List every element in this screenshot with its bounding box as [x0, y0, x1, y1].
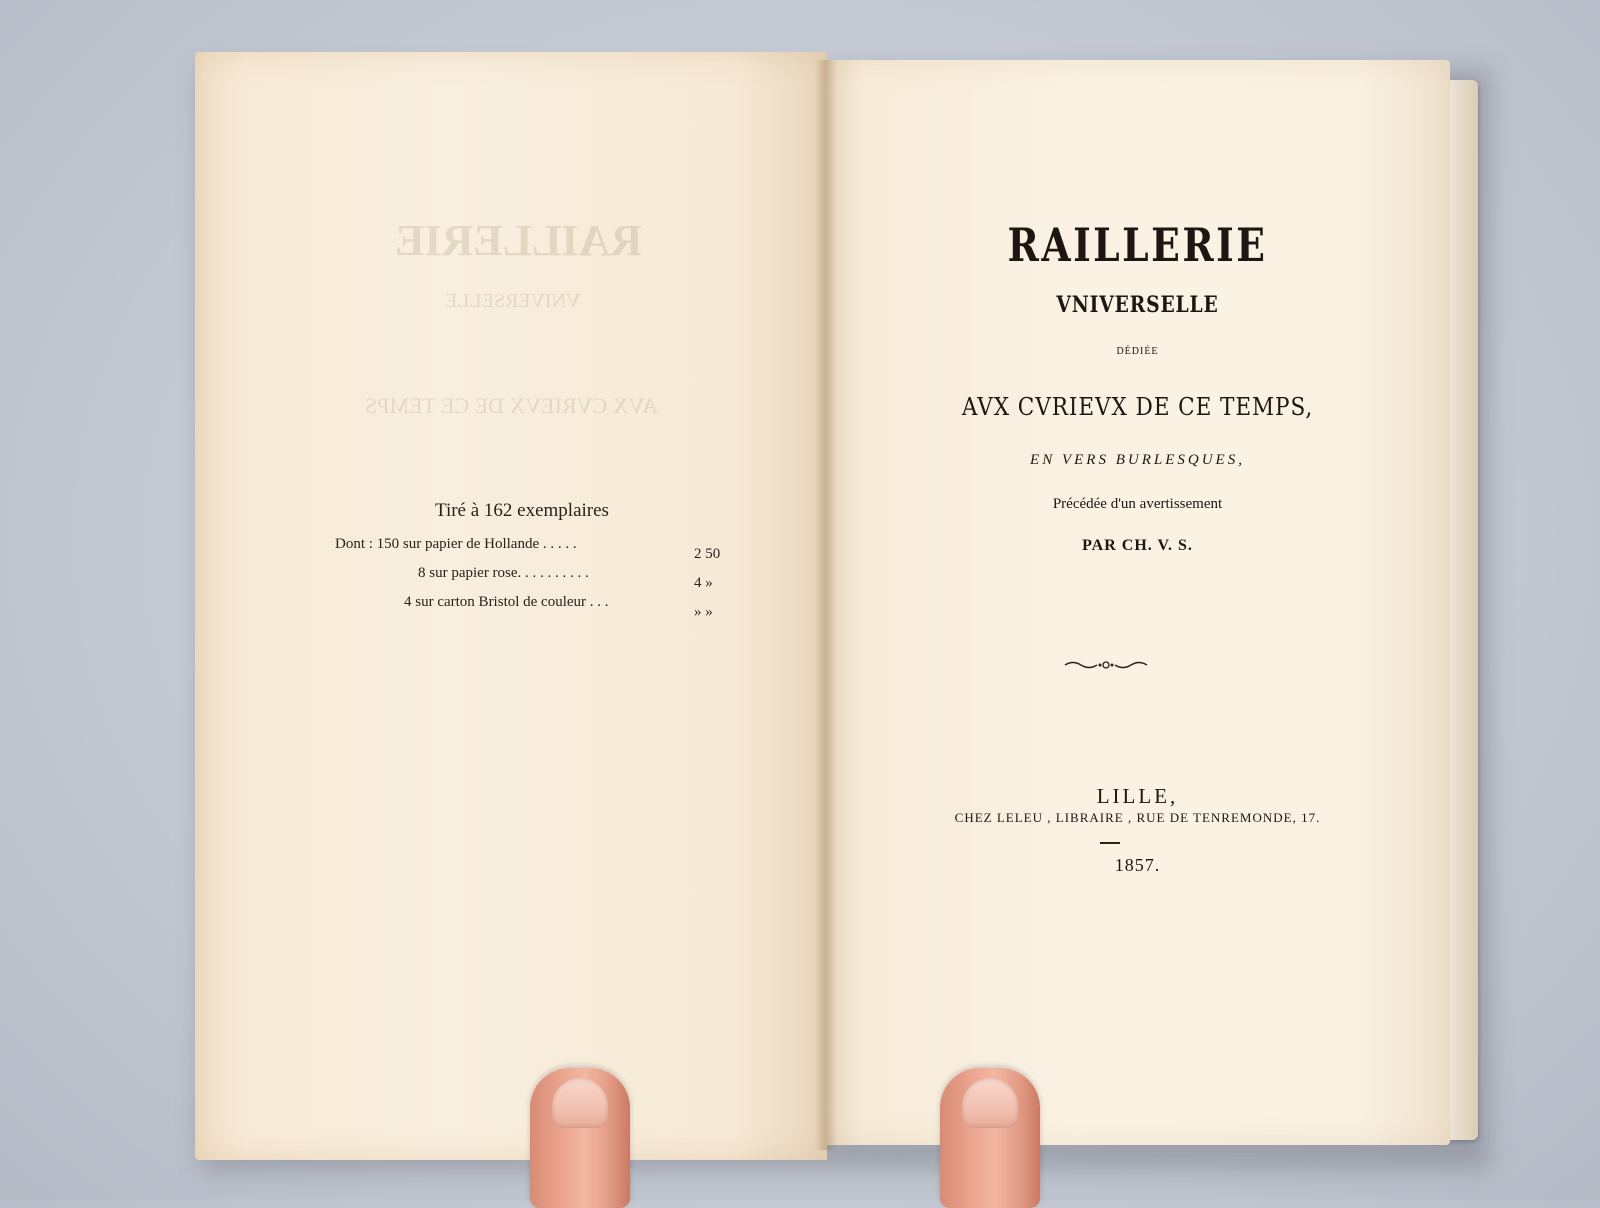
- imprint-publisher: CHEZ LELEU , LIBRAIRE , RUE DE TENREMONDE, 17.: [954, 810, 1321, 825]
- print-run-label: Dont : 150 sur papier de Hollande . . . . .: [335, 536, 577, 552]
- print-run-price: [694, 575, 713, 592]
- show-through-title: RAILLERIE: [395, 216, 642, 265]
- printer-ornament: [1063, 658, 1149, 672]
- left-finger: [530, 1068, 630, 1208]
- book-gutter: [815, 60, 837, 1150]
- imprint-rule: [1100, 842, 1120, 844]
- print-run-row: [404, 594, 609, 611]
- left-fingernail: [552, 1078, 608, 1128]
- print-run-row: [335, 536, 577, 553]
- print-run-price: [694, 546, 720, 563]
- print-run-price: [694, 604, 713, 621]
- book-title: RAILLERIE: [1007, 218, 1268, 272]
- print-run-label: 8 sur papier rose. . . . . . . . . .: [418, 565, 589, 581]
- right-finger: [940, 1068, 1040, 1208]
- imprint-city: LILLE,: [1096, 784, 1179, 808]
- verse-form-line: EN VERS BURLESQUES,: [1030, 452, 1245, 468]
- preface-line: Précédée d'un avertissement: [1052, 496, 1223, 512]
- dedication-word: DÉDIÉE: [1116, 346, 1159, 357]
- print-run-row: [418, 565, 589, 582]
- imprint-year: 1857.: [1114, 855, 1161, 875]
- print-run-value: 4 »: [694, 575, 713, 591]
- print-run-heading: Tiré à 162 exemplaires: [435, 500, 609, 521]
- print-run-value: » »: [694, 604, 713, 620]
- book-subtitle: VNIVERSELLE: [1056, 292, 1219, 318]
- print-run-label: 4 sur carton Bristol de couleur . . .: [404, 594, 609, 610]
- show-through-aux: AVX CVRIEVX DE CE TEMPS: [365, 393, 658, 418]
- author-line: PAR CH. V. S.: [1082, 537, 1193, 554]
- dedication-line: AVX CVRIEVX DE CE TEMPS,: [961, 393, 1314, 421]
- right-fingernail: [962, 1078, 1018, 1128]
- print-run-value: 2 50: [694, 546, 721, 562]
- show-through-subtitle: VNIVERSELLE: [445, 290, 581, 312]
